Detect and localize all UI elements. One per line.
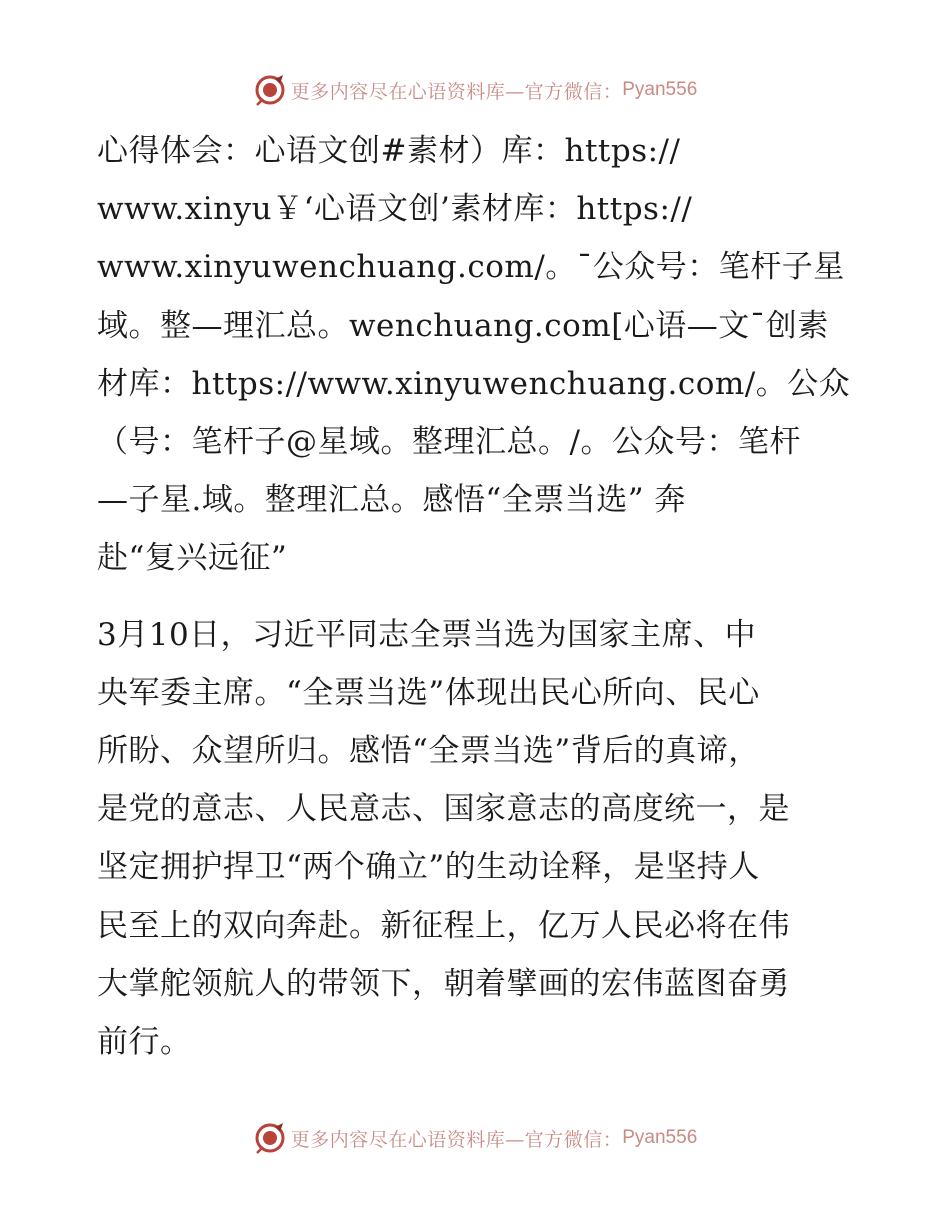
watermark-wechat-id: Pyan556	[622, 1127, 698, 1148]
footer-watermark	[0, 1118, 950, 1158]
pen-circle-logo-icon	[253, 73, 287, 107]
pen-circle-logo-icon	[253, 1121, 287, 1155]
watermark-text: 更多内容尽在心语资料库—官方微信：	[290, 1128, 623, 1151]
document-body	[97, 122, 857, 1071]
paragraph-intro: 心得体会：心语文创#素材）库：https:// www.xinyu￥‘心语文创’素材库：https:// www.xinyuwenchuang.com/。¯公众号：笔杆子星 域。整—理汇总。wenchuang.com[心语—文¯创素 材库：https://www.xinyuwenchuang.com/。公众 （号：笔杆子@星域。整理汇总。/。公众号：笔杆 —子星.域。整理汇总。感悟“全票当选” 奔 赴“复兴远征”	[97, 133, 851, 577]
header-watermark	[0, 70, 950, 110]
watermark-text: 更多内容尽在心语资料库—官方微信：	[290, 80, 623, 103]
paragraph-main: 3月10日，习近平同志全票当选为国家主席、中 央军委主席。“全票当选”体现出民心所向、民心 所盼、众望所归。感悟“全票当选”背后的真谛， 是党的意志、人民意志、国家意志的高度统一，是 坚定拥护捍卫“两个确立”的生动诠释，是坚持人 民至上的双向奔赴。新征程上，亿万人民必将在伟 大掌舵领航人的带领下，朝着擘画的宏伟蓝图奋勇 前行。	[97, 616, 790, 1061]
watermark-wechat-id: Pyan556	[622, 79, 698, 100]
